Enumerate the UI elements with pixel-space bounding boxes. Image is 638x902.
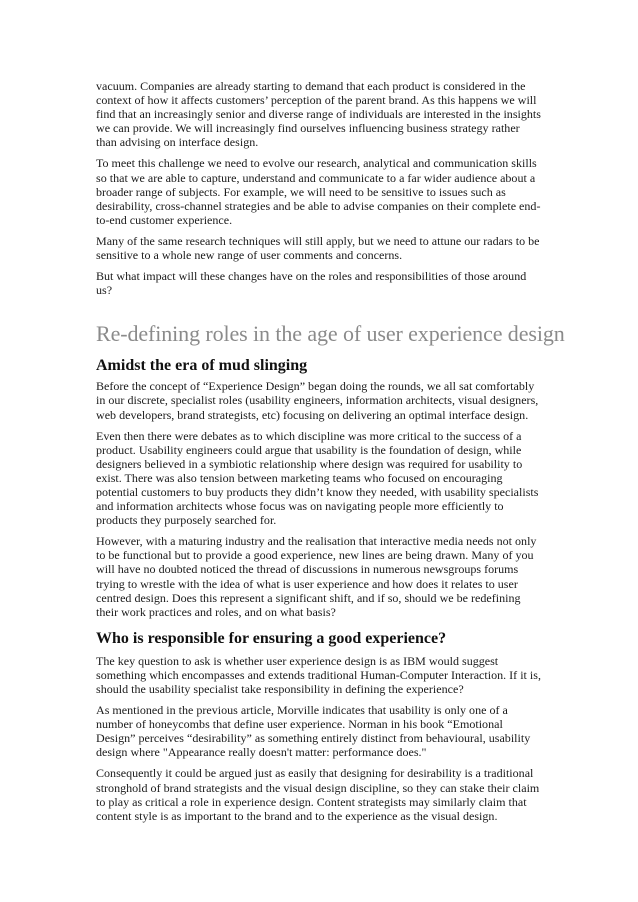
intro-paragraph-3: Many of the same research techniques will still apply, but we need to attune our radars to be sensitive to a whole new range of user comments and concerns. (96, 233, 540, 263)
mud-paragraph-2: Even then there were debates as to which discipline was more critical to the success of a product. Usability engineers could argue that usability is the foundation of design, while designers believed in a symbiotic relationship where design was required for usability to exist. There was also tension between marketing teams who focused on encouraging potential customers to buy products they didn’t know they needed, with usability specialists and information architects whose focus was on navigating people more efficiently to products they purposely searched for. (96, 428, 539, 528)
intro-paragraph-1: vacuum. Companies are already starting to demand that each product is considered in the context of how it affects customers’ perception of the parent brand. As this happens we will find that an increasingly senior and diverse range of individuals are interested in the insights we can provide. We will increasingly find ourselves influencing business strategy rather than advising on interface design. (96, 79, 541, 150)
who-paragraph-3: Consequently it could be argued just as easily that designing for desirability is a traditional stronghold of brand strategists and the visual design discipline, so they can stake their claim to play as critical a role in experience design. Content strategists may similarly claim that content style is as important to the brand and to the experience as the visual design. (96, 766, 540, 823)
subheading-responsibility: Who is responsible for ensuring a good experience? (96, 629, 447, 647)
document-page (96, 79, 565, 830)
intro-paragraph-4: But what impact will these changes have on the roles and responsibilities of those around us? (96, 269, 527, 298)
who-paragraph-1: The key question to ask is whether user experience design is as IBM would suggest something which encompasses and extends traditional Human-Computer Interaction. If it is, should the usability specialist take responsibility in defining the experience? (96, 653, 541, 696)
mud-paragraph-1: Before the concept of “Experience Design” began doing the rounds, we all sat comfortably in our discrete, specialist roles (usability engineers, information architects, visual designers, web developers, brand strategists, etc) focusing on delivering an optimal interface design. (96, 379, 539, 422)
mud-paragraph-3: However, with a maturing industry and the realisation that interactive media needs not only to be functional but to provide a good experience, new lines are being drawn. Many of you will have no doubted noticed the thread of discussions in numerous newsgroups forums trying to wrestle with the idea of what is user experience and how does it relates to user centred design. Does this represent a significant shift, and if so, should we be redefining their work practices and roles, and on what basis? (96, 534, 537, 619)
intro-paragraph-2: To meet this challenge we need to evolve our research, analytical and communication skills so that we are able to capture, understand and communicate to a far wider audience about a broader range of subjects. For example, we will need to be sensitive to issues such as desirability, cross-channel strategies and be able to advise companies on their complete end-to-end customer experience. (96, 156, 541, 227)
subheading-mud-slinging: Amidst the era of mud slinging (96, 357, 308, 375)
who-paragraph-2: As mentioned in the previous article, Morville indicates that usability is only one of a number of honeycombs that define user experience. Norman in his book “Emotional Design” perceives “desirability” as something entirely distinct from behavioural, usability design where "Appearance really doesn't matter: performance does." (96, 703, 531, 760)
section-title: Re-defining roles in the age of user experience design (96, 321, 565, 347)
